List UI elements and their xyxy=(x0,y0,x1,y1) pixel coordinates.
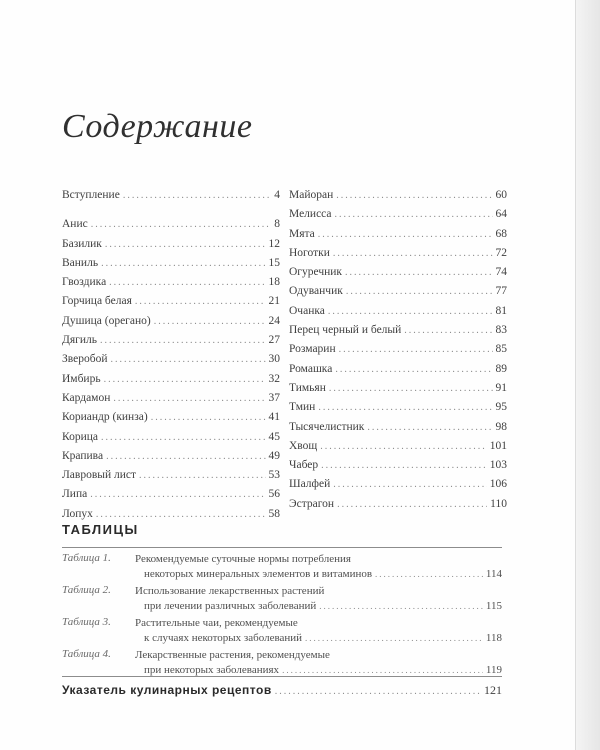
toc-entry[interactable] xyxy=(289,360,507,379)
dot-leader xyxy=(321,456,487,475)
dot-leader xyxy=(151,408,266,427)
dot-leader xyxy=(404,321,492,340)
toc-entry[interactable] xyxy=(62,428,280,447)
toc-entry-label: Дягиль xyxy=(62,334,97,347)
toc-entry[interactable] xyxy=(289,437,507,456)
toc-entry-label: Базилик xyxy=(62,237,102,250)
dot-leader xyxy=(367,418,492,437)
table-entry-page: 114 xyxy=(485,568,502,580)
toc-entry-label: Огуречник xyxy=(289,266,343,279)
toc-entry[interactable] xyxy=(62,235,280,254)
toc-entry-page: 58 xyxy=(268,507,280,520)
toc-entry[interactable] xyxy=(289,475,507,494)
dot-leader xyxy=(154,312,266,331)
toc-entry[interactable] xyxy=(62,447,280,466)
toc-entry-page: 74 xyxy=(495,266,507,279)
toc-entry-page: 37 xyxy=(268,391,280,404)
toc-entry[interactable] xyxy=(62,408,280,427)
toc-entry-label: Тимьян xyxy=(289,381,326,394)
toc-entry-page: 60 xyxy=(495,189,507,201)
toc-left-column xyxy=(62,186,280,524)
toc-entry[interactable] xyxy=(289,186,507,205)
toc-entry-page: 18 xyxy=(268,276,280,289)
toc-entry-label: Розмарин xyxy=(289,343,336,356)
table-entry-title-2: некоторых минеральных элементов и витаминов xyxy=(144,568,373,580)
toc-entry[interactable] xyxy=(62,312,280,331)
toc-entry-label: Анис xyxy=(62,218,88,231)
toc-entry-label: Мята xyxy=(289,227,315,240)
dot-leader xyxy=(100,331,266,350)
table-entry-title-1: Использование лекарственных растений xyxy=(135,585,325,597)
toc-entry-label: Одуванчик xyxy=(289,285,343,298)
divider xyxy=(62,547,502,548)
toc-entry-label: Лавровый лист xyxy=(62,469,137,482)
toc-entry[interactable] xyxy=(289,282,507,301)
toc-entry[interactable] xyxy=(289,263,507,282)
dot-leader xyxy=(113,389,265,408)
toc-entry-page: 45 xyxy=(268,430,280,443)
dot-leader xyxy=(110,350,265,369)
dot-leader xyxy=(101,428,265,447)
toc-entry-page: 89 xyxy=(495,362,507,375)
toc-entry-page: 85 xyxy=(495,343,507,356)
toc-entry-label: Корица xyxy=(62,430,99,443)
toc-entry[interactable] xyxy=(289,321,507,340)
toc-entry-label: Вступление xyxy=(62,189,120,201)
dot-leader xyxy=(333,244,493,263)
toc-entry[interactable] xyxy=(62,466,280,485)
toc-entry-label: Душица (орегано) xyxy=(62,314,151,327)
toc-entry-page: 98 xyxy=(495,420,507,433)
dot-leader xyxy=(90,485,265,504)
toc-entry-label: Майоран xyxy=(289,189,334,201)
toc-entry[interactable] xyxy=(62,186,280,205)
toc-entry[interactable] xyxy=(289,456,507,475)
recipe-index-label: Указатель кулинарных рецептов xyxy=(62,683,272,697)
dot-leader xyxy=(328,302,493,321)
toc-entry-label: Крапива xyxy=(62,449,104,462)
toc-entry-label: Чабер xyxy=(289,459,319,472)
toc-entry-page: 101 xyxy=(489,439,507,452)
toc-entry-label: Хвощ xyxy=(289,439,318,452)
toc-entry[interactable] xyxy=(62,254,280,273)
dot-leader xyxy=(333,475,486,494)
toc-entry[interactable] xyxy=(62,370,280,389)
toc-entry[interactable] xyxy=(289,418,507,437)
toc-entry[interactable] xyxy=(62,389,280,408)
toc-entry[interactable] xyxy=(289,398,507,417)
table-entry-name: Таблица 3. xyxy=(62,616,111,628)
toc-entry-page: 56 xyxy=(268,488,280,501)
toc-entry-page: 49 xyxy=(268,449,280,462)
dot-leader xyxy=(104,370,266,389)
dot-leader xyxy=(135,292,266,311)
toc-entry-page: 106 xyxy=(489,478,507,491)
toc-entry-label: Очанка xyxy=(289,304,325,317)
recipe-index-entry[interactable] xyxy=(62,683,502,698)
dot-leader xyxy=(139,466,265,485)
table-entry-line xyxy=(144,631,502,646)
toc-entry[interactable] xyxy=(62,331,280,350)
table-entry-name: Таблица 2. xyxy=(62,584,111,596)
dot-leader xyxy=(337,495,487,514)
toc-right-column xyxy=(289,186,507,514)
table-entry-line xyxy=(135,584,502,599)
toc-entry-page: 8 xyxy=(274,218,280,231)
table-entry-line xyxy=(144,599,502,614)
toc-entry-label: Эстрагон xyxy=(289,497,335,510)
toc-entry-page: 91 xyxy=(495,381,507,394)
recipe-index-page: 121 xyxy=(484,683,502,697)
toc-entry-page: 27 xyxy=(268,334,280,347)
toc-entry[interactable] xyxy=(289,205,507,224)
table-entry-page: 115 xyxy=(485,600,502,612)
toc-entry-label: Тысячелистник xyxy=(289,420,365,433)
toc-entry-label: Липа xyxy=(62,488,88,501)
toc-entry[interactable] xyxy=(62,215,280,234)
toc-entry-label: Ромашка xyxy=(289,362,333,375)
toc-entry-label: Перец черный и белый xyxy=(289,324,402,337)
toc-entry-label: Лопух xyxy=(62,507,93,520)
dot-leader xyxy=(335,205,493,224)
dot-leader xyxy=(329,379,493,398)
toc-entry-page: 24 xyxy=(268,314,280,327)
dot-leader xyxy=(346,282,493,301)
table-entry-title-1: Рекомендуемые суточные нормы потребления xyxy=(135,553,351,565)
table-entry-name: Таблица 1. xyxy=(62,552,111,564)
toc-entry-page: 12 xyxy=(268,237,280,250)
toc-entry-label: Гвоздика xyxy=(62,276,107,289)
toc-entry[interactable] xyxy=(289,244,507,263)
table-entry-line xyxy=(135,616,502,631)
toc-entry-page: 95 xyxy=(495,401,507,414)
toc-entry-page: 77 xyxy=(495,285,507,298)
table-entry-title-2: при лечении различных заболеваний xyxy=(144,600,317,612)
toc-entry-label: Тмин xyxy=(289,401,316,414)
toc-entry-page: 68 xyxy=(495,227,507,240)
dot-leader xyxy=(106,447,265,466)
toc-entry-page: 21 xyxy=(268,295,280,308)
table-entry-name: Таблица 4. xyxy=(62,648,111,660)
toc-entry-label: Кориандр (кинза) xyxy=(62,411,148,424)
toc-entry-label: Ноготки xyxy=(289,246,330,259)
dot-leader xyxy=(336,186,492,205)
table-entry-line xyxy=(135,648,502,663)
toc-entry-label: Шалфей xyxy=(289,478,331,491)
table-entry-title-1: Растительные чаи, рекомендуемые xyxy=(135,617,298,629)
dot-leader xyxy=(318,225,493,244)
toc-entry-page: 32 xyxy=(268,372,280,385)
toc-entry-page: 15 xyxy=(268,256,280,269)
table-entry-line xyxy=(135,552,502,567)
toc-entry[interactable] xyxy=(289,302,507,321)
table-entry-page: 118 xyxy=(485,632,502,644)
dot-leader xyxy=(105,235,266,254)
divider xyxy=(62,676,502,677)
toc-entry-page: 72 xyxy=(495,246,507,259)
dot-leader xyxy=(123,186,271,205)
toc-entry[interactable] xyxy=(62,485,280,504)
toc-entry-page: 64 xyxy=(495,208,507,221)
tables-heading: ТАБЛИЦЫ xyxy=(62,522,139,537)
toc-entry-label: Горчица белая xyxy=(62,295,132,308)
toc-entry[interactable] xyxy=(289,495,507,514)
toc-entry-page: 53 xyxy=(268,469,280,482)
toc-entry-label: Кардамон xyxy=(62,391,111,404)
toc-entry-page: 4 xyxy=(274,189,280,201)
toc-entry-label: Мелисса xyxy=(289,208,332,221)
page-title: Содержание xyxy=(62,108,253,145)
dot-leader xyxy=(275,686,481,697)
dot-leader xyxy=(335,360,492,379)
table-entry-page: 119 xyxy=(485,664,502,676)
table-entry-line xyxy=(144,567,502,582)
dot-leader xyxy=(109,273,265,292)
toc-entry[interactable] xyxy=(62,292,280,311)
dot-leader xyxy=(345,263,492,282)
table-entry-title-2: к случаях некоторых заболеваний xyxy=(144,632,303,644)
toc-entry-label: Имбирь xyxy=(62,372,101,385)
dot-leader xyxy=(305,631,483,646)
dot-leader xyxy=(319,599,483,614)
toc-entry[interactable] xyxy=(289,379,507,398)
toc-entry-label: Зверобой xyxy=(62,353,108,366)
toc-entry-page: 103 xyxy=(489,459,507,472)
toc-entry-page: 81 xyxy=(495,304,507,317)
dot-leader xyxy=(318,398,492,417)
dot-leader xyxy=(339,340,493,359)
dot-leader xyxy=(375,567,483,582)
dot-leader xyxy=(91,215,272,234)
table-entry-title-2: при некоторых заболеваниях xyxy=(144,664,280,676)
toc-entry[interactable] xyxy=(62,273,280,292)
toc-entry[interactable] xyxy=(289,225,507,244)
toc-entry[interactable] xyxy=(62,350,280,369)
dot-leader xyxy=(101,254,265,273)
dot-leader xyxy=(320,437,486,456)
toc-entry-page: 30 xyxy=(268,353,280,366)
toc-entry-page: 83 xyxy=(495,324,507,337)
table-entry-title-1: Лекарственные растения, рекомендуемые xyxy=(135,649,330,661)
page-edge-shadow xyxy=(576,0,600,750)
toc-entry-page: 41 xyxy=(268,411,280,424)
toc-entry-label: Ваниль xyxy=(62,256,99,269)
toc-entry[interactable] xyxy=(289,340,507,359)
toc-entry-page: 110 xyxy=(490,497,507,510)
